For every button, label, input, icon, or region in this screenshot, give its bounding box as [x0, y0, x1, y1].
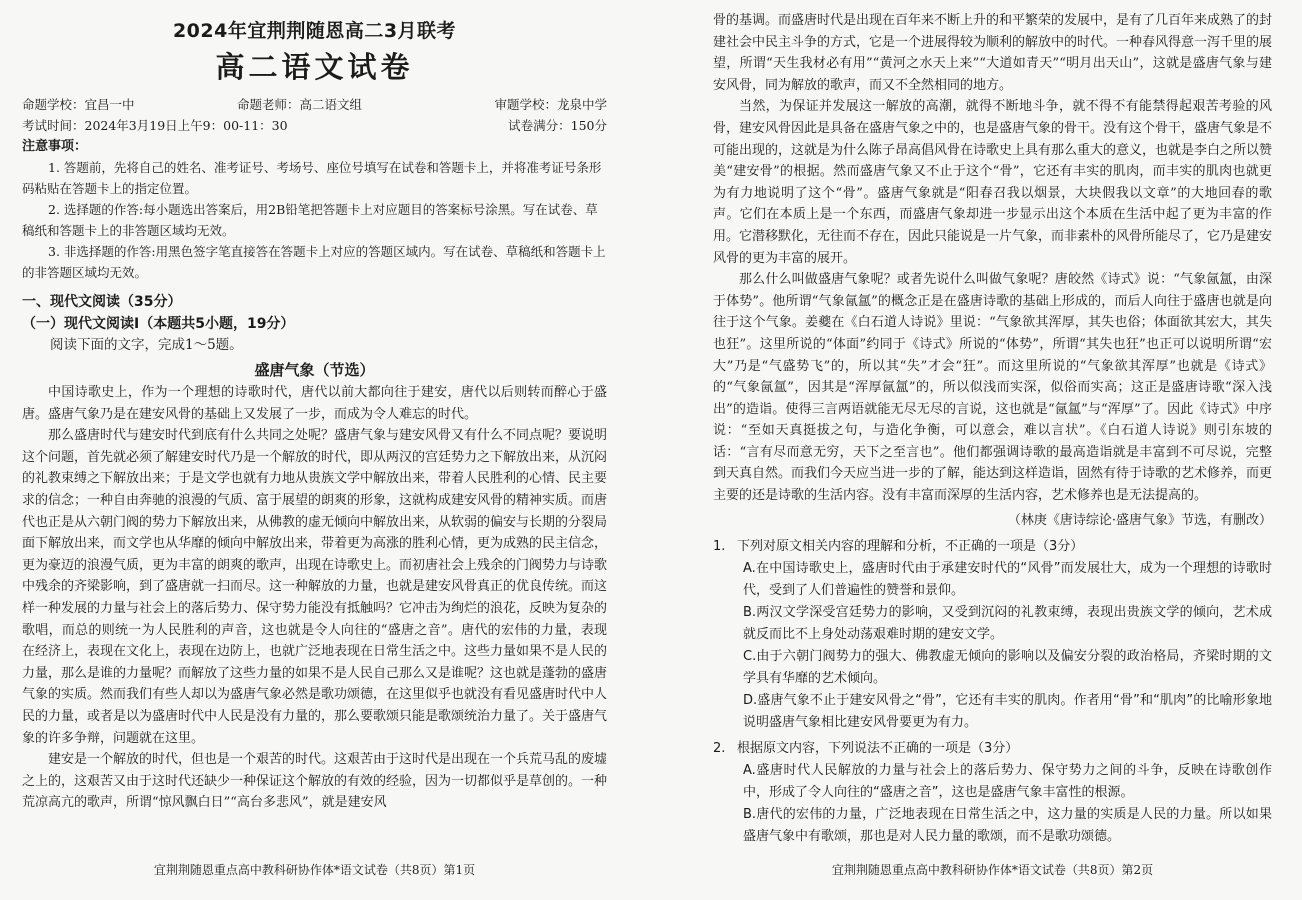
question-text: 下列对原文相关内容的理解和分析，不正确的一项是（3分）	[737, 538, 1084, 554]
meta-row-2	[22, 115, 607, 136]
notice-item: 2. 选择题的作答:每小题选出答案后，用2B铅笔把答题卡上对应题目的答案标号涂黑。写在试卷、草稿纸和答题卡上的非答题区域均无效。	[22, 202, 598, 238]
meta-author: 命题老师：高二语文组	[237, 97, 363, 112]
meta-score: 试卷满分：150分	[508, 118, 607, 133]
answer-option: B.两汉文学深受宫廷势力的影响，又受到沉闷的礼教束缚，表现出贵族文学的倾向，艺术成就反而比不上身处动荡艰难时期的建安文学。	[743, 604, 1272, 642]
question-block	[713, 536, 1272, 734]
article-source: （林庚《唐诗综论·盛唐气象》节选，有删改）	[1007, 512, 1272, 528]
notice-item: 3. 非选择题的作答:用黑色签字笔直接答在答题卡上对应的答题区域内。写在试卷、草稿纸和答题卡上的非答题区域均无效。	[22, 244, 606, 280]
question-text: 根据原文内容，下列说法不正确的一项是（3分）	[737, 740, 1019, 756]
answer-option: A.在中国诗歌史上，盛唐时代由于承建安时代的“风骨”而发展壮大，成为一个理想的诗歌时代，受到了人们普遍性的赞誉和景仰。	[743, 560, 1272, 598]
meta-row-1	[22, 94, 607, 115]
page-footer: 宜荆荆随恩重点高中教科研协作体*语文试卷（共8页）第2页	[831, 863, 1154, 877]
question-stem	[713, 536, 1272, 558]
question-number: 1.	[713, 538, 726, 554]
article-paragraph: 那么盛唐时代与建安时代到底有什么共同之处呢？盛唐气象与建安风骨又有什么不同点呢？要说明这个问题，首先就必须了解建安时代乃是一个解放的时代，即从两汉的宫廷势力之下解放出来，从沉闷的礼教束缚之下解放出来；于是文学也就有力地从贵族文学中解放出来，带着人民胜利的心情、民主要求的信念；一种自由奔驰的浪漫的气质、富于展望的朗爽的形象，这就构成建安风骨的精神实质。而唐代也正是从六朝门阀的势力下解放出来，从佛教的虚无倾向中解放出来，从软弱的偏安与长期的分裂局面下解放出来，而文学也从华靡的倾向中解放出来，带着更为高涨的胜利心情，更为成熟的民主信念，更为豪迈的浪漫气质，更为丰富的朗爽的歌声，出现在诗歌史上。而初唐社会上残余的门阀势力与诗歌中残余的齐梁影响，到了盛唐就一扫而尽。这一种解放的力量，也就是建安风骨真正的优良传统。而这样一种发展的力量与社会上的落后势力、保守势力能没有抵触吗？它冲击为绚烂的浪花，反映为复杂的歌唱，而总的则统一为人民胜利的声音，这也就是令人向往的“盛唐之音”。唐代的宏伟的力量，表现在经济上，表现在文化上，表现在边防上，也就广泛地表现在日常生活之中。这些力量如果不是人民的力量，那么是谁的力量呢？而解放了这些力量的如果不是人民自己那么又是谁呢？这也就是蓬勃的盛唐气象的实质。然而我们有些人却以为盛唐气象必然是歌功颂德，在这里似乎也就没有看见盛唐时代中人民的力量，或者是以为盛唐时代中人民是没有力量的，那么要歌颂只能是歌颂统治力量了。关于盛唐气象的许多争辩，问题就在这里。	[22, 428, 608, 746]
answer-option: A.盛唐时代人民解放的力量与社会上的落后势力、保守势力之间的斗争，反映在诗歌创作中，形成了令人向往的“盛唐之音”，这也是盛唐气象丰富性的根源。	[743, 762, 1272, 800]
meta-reviewer: 审题学校：龙泉中学	[494, 97, 607, 112]
answer-option: C.由于六朝门阀势力的强大、佛教虚无倾向的影响以及偏安分裂的政治格局，齐梁时期的文学具有华靡的艺术倾向。	[743, 648, 1272, 686]
question-stem	[713, 738, 1272, 760]
article-paragraph: 骨的基调。而盛唐时代是出现在百年来不断上升的和平繁荣的发展中，是有了几百年来成熟了的封建社会中民主斗争的方式，它是一个进展得较为顺利的解放中的时代。一种春风得意一泻千里的展望，所谓“天生我材必有用”“黄河之水天上来”“大道如青天”“明月出天山”，这就是盛唐气象与建安风骨，同为解放的歌声，而又不全然相同的地方。	[713, 13, 1273, 93]
section-heading: 一、现代文阅读（35分）	[22, 294, 182, 310]
exam-page-right	[651, 0, 1302, 900]
article-paragraph: 那么什么叫做盛唐气象呢？或者先说什么叫做气象呢？唐皎然《诗式》说：“气象氤氲，由深于体势”。他所谓“气象氤氲”的概念正是在盛唐诗歌的基础上形成的，而后人向往于盛唐也就是向往于这个气象。姜夔在《白石道人诗说》里说：“气象欲其浑厚，其失也俗；体面欲其宏大，其失也狂”。这里所说的“体面”约同于《诗式》所说的“体势”，所谓“其失也狂”也正可以说明所谓“宏大”乃是“气盛势飞”的，所以其“失”才会“狂”。而这里所说的“气象欲其浑厚”也就是《诗式》的“气象氤氲”，因其是“浑厚氤氲”的，所以似浅而实深，似俗而实高；这正是盛唐诗歌“深入浅出”的造诣。使得三言两语就能无尽无尽的言说，这也就是“氤氲”与“浑厚”了。因此《诗式》中序说：“至如天真挺拔之句，与造化争衡，可以意会，难以言状”。《白石道人诗说》则引东坡的话：“言有尽而意无穷，天下之至言也”。他们都强调诗歌的最高造诣就是丰富到不可尽说，完整到天真自然。而我们今天应当进一步的了解，能达到这样造诣，固然有待于诗歌的艺术修养，而更主要的还是诗歌的生活内容。没有丰富而深厚的生活内容，艺术修养也是无法提高的。	[713, 272, 1273, 504]
meta-school: 命题学校：宜昌一中	[22, 97, 135, 112]
notice-heading: 注意事项：	[22, 139, 88, 154]
paper-title: 高二语文试卷	[215, 50, 414, 84]
article-paragraph: 中国诗歌史上，作为一个理想的诗歌时代，唐代以前大都向往于建安，唐代以后则转而醉心于盛唐。盛唐气象乃是在建安风骨的基础上又发展了一步，而成为令人难忘的时代。	[22, 385, 607, 422]
question-block	[713, 738, 1272, 848]
answer-option: D.盛唐气象不止于建安风骨之“骨”，它还有丰实的肌肉。作者用“骨”和“肌肉”的比喻形象地说明盛唐气象相比建安风骨要更为有力。	[743, 692, 1272, 730]
meta-time: 考试时间：2024年3月19日上午9：00-11：30	[22, 118, 288, 133]
question-number: 2.	[713, 740, 726, 756]
reading-instruction: 阅读下面的文字，完成1～5题。	[50, 337, 243, 353]
page-footer: 宜荆荆随恩重点高中教科研协作体*语文试卷（共8页）第1页	[153, 863, 476, 877]
subsection-heading: （一）现代文阅读Ⅰ（本题共5小题，19分）	[22, 316, 295, 332]
article-title: 盛唐气象（节选）	[254, 361, 375, 379]
article-paragraph: 建安是一个解放的时代，但也是一个艰苦的时代。这艰苦由于这时代是出现在一个兵荒马乱的废墟之上的，这艰苦又由于这时代还缺少一种保证这个解放的有效的经验，因为一切都似乎是草创的。一种荒凉高亢的歌声，所谓“惊风飘白日”“高台多悲风”，就是建安风	[22, 752, 608, 811]
answer-option: B.唐代的宏伟的力量，广泛地表现在日常生活之中，这力量的实质是人民的力量。所以如果盛唐气象中有歌颂，那也是对人民力量的歌颂，而不是歌功颂德。	[743, 806, 1272, 844]
exam-title: 2024年宜荆荆随恩高二3月联考	[172, 20, 457, 42]
article-paragraph: 当然，为保证并发展这一解放的高潮，就得不断地斗争，就不得不有能禁得起艰苦考验的风骨，建安风骨因此是具备在盛唐气象之中的，也是盛唐气象的骨干。没有这个骨干，盛唐气象是不可能出现的，这就是为什么陈子昂高倡风骨在诗歌史上具有那么重大的意义，也就是李白之所以赞美“建安骨”的根据。然而盛唐气象又不止于这个“骨”，它还有丰实的肌肉，而丰实的肌肉也就更为有力地说明了这个“骨”。盛唐气象就是“阳春召我以烟景，大块假我以文章”的大地回春的歌声。它们在本质上是一个东西，而盛唐气象却进一步显示出这个本质在生活中起了更为丰富的作用。它潜移默化，无往而不存在，因此只能说是一片气象，而非素朴的风骨所能尽了，它乃是建安风骨的更为丰富的展开。	[713, 99, 1273, 266]
notice-item: 1. 答题前，先将自己的姓名、准考证号、考场号、座位号填写在试卷和答题卡上，并将准考证号条形码粘贴在答题卡上的指定位置。	[22, 160, 602, 196]
